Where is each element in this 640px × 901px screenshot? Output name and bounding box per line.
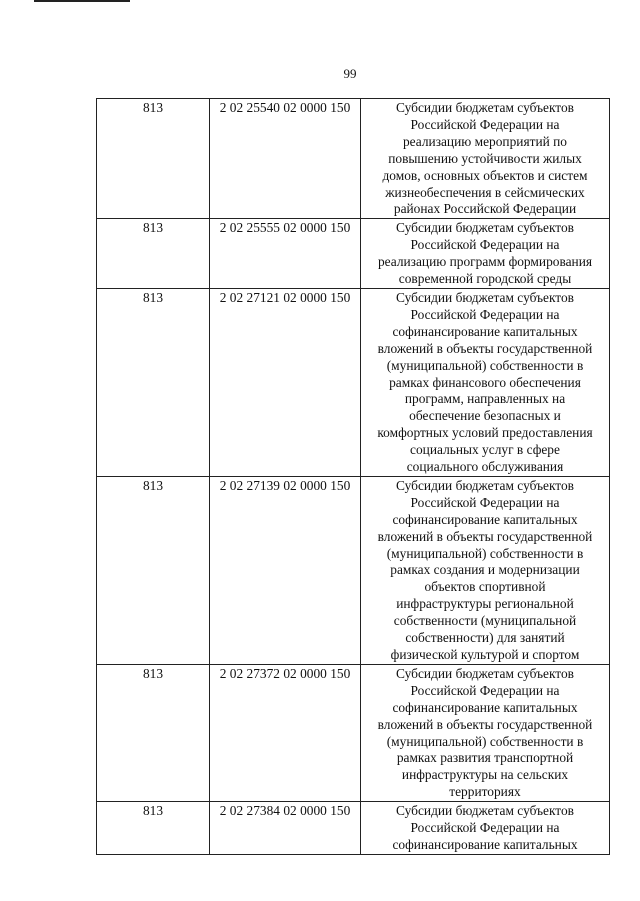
- admin-code: 813: [142, 220, 164, 236]
- income-name: [361, 477, 609, 664]
- income-name-line: Российской Федерации на: [410, 237, 560, 253]
- income-code: 2 02 25555 02 0000 150: [219, 220, 351, 236]
- income-name-line: (муниципальной) собственности в: [386, 357, 584, 373]
- income-code-cell: [210, 664, 361, 801]
- income-name-line: рамках развития транспортной: [396, 750, 574, 766]
- header-rule: [34, 0, 130, 2]
- income-name-line: современной городской среды: [398, 271, 572, 287]
- income-name-line: социального обслуживания: [406, 459, 564, 475]
- admin-code: 813: [142, 803, 164, 819]
- income-name-line: рамках создания и модернизации: [390, 562, 580, 578]
- income-name-line: Субсидии бюджетам субъектов: [396, 803, 574, 819]
- income-name-line: жизнеобеспечения в сейсмических: [385, 184, 585, 200]
- income-name-cell: [361, 802, 610, 855]
- table-row: [97, 288, 610, 476]
- income-name-line: вложений в объекты государственной: [377, 716, 593, 732]
- admin-code-cell: [97, 664, 210, 801]
- admin-code-cell: [97, 476, 210, 664]
- income-name: [361, 219, 609, 288]
- table-row: [97, 99, 610, 219]
- income-name: [361, 289, 609, 476]
- income-name-line: Российской Федерации на: [410, 494, 560, 510]
- income-name-cell: [361, 99, 610, 219]
- income-name-line: вложений в объекты государственной: [377, 528, 593, 544]
- income-code: 2 02 27139 02 0000 150: [219, 477, 351, 493]
- income-name-line: (муниципальной) собственности в: [386, 545, 584, 561]
- income-name-line: реализацию программ формирования: [377, 254, 593, 270]
- income-name-cell: [361, 476, 610, 664]
- income-name-cell: [361, 288, 610, 476]
- admin-code: 813: [142, 100, 164, 115]
- income-name-line: софинансирование капитальных: [392, 511, 578, 527]
- income-code: 2 02 27121 02 0000 150: [219, 289, 351, 305]
- income-code: 2 02 27384 02 0000 150: [219, 803, 351, 819]
- income-name-line: обеспечение безопасных и: [409, 408, 561, 424]
- income-name-line: Российской Федерации на: [410, 306, 560, 322]
- income-name-line: софинансирование капитальных: [392, 836, 578, 852]
- admin-code-cell: [97, 219, 210, 289]
- table-body: [97, 99, 610, 855]
- income-name: [361, 802, 609, 854]
- admin-code-cell: [97, 802, 210, 855]
- table-row: [97, 664, 610, 801]
- page-number: 99: [343, 66, 357, 81]
- income-name: [361, 99, 609, 218]
- income-name-line: софинансирование капитальных: [392, 699, 578, 715]
- income-name-line: рамках финансового обеспечения: [389, 374, 581, 390]
- income-name-line: инфраструктуры региональной: [396, 596, 574, 612]
- income-name: [361, 665, 609, 801]
- income-name-line: территориях: [449, 784, 521, 800]
- income-name-line: Субсидии бюджетам субъектов: [396, 220, 574, 236]
- admin-code-cell: [97, 288, 210, 476]
- income-name-line: Субсидии бюджетам субъектов: [396, 289, 574, 305]
- income-name-line: Субсидии бюджетам субъектов: [396, 477, 574, 493]
- income-name-line: объектов спортивной: [424, 579, 546, 595]
- income-code-cell: [210, 802, 361, 855]
- income-name-line: софинансирование капитальных: [392, 323, 578, 339]
- table-row: [97, 802, 610, 855]
- income-name-line: программ, направленных на: [404, 391, 566, 407]
- income-name-line: (муниципальной) собственности в: [386, 733, 584, 749]
- income-code: 2 02 27372 02 0000 150: [219, 665, 351, 681]
- income-name-line: Российской Федерации на: [410, 682, 560, 698]
- income-name-line: вложений в объекты государственной: [377, 340, 593, 356]
- income-name-cell: [361, 664, 610, 801]
- income-code-cell: [210, 99, 361, 219]
- income-name-line: комфортных условий предоставления: [377, 425, 593, 441]
- income-name-line: Субсидии бюджетам субъектов: [396, 665, 574, 681]
- income-name-line: реализацию мероприятий по: [402, 133, 568, 149]
- income-name-line: собственности (муниципальной: [393, 613, 577, 629]
- income-code-cell: [210, 476, 361, 664]
- income-name-line: Российской Федерации на: [410, 116, 560, 132]
- income-name-line: социальных услуг в сфере: [410, 442, 560, 458]
- admin-code: 813: [142, 665, 164, 681]
- income-code: 2 02 25540 02 0000 150: [219, 100, 351, 115]
- table-row: [97, 476, 610, 664]
- income-code-cell: [210, 288, 361, 476]
- income-name-line: районах Российской Федерации: [393, 201, 577, 217]
- budget-classification-table: [96, 98, 610, 855]
- admin-code: 813: [142, 289, 164, 305]
- income-name-line: инфраструктуры на сельских: [401, 767, 569, 783]
- income-name-line: домов, основных объектов и систем: [382, 167, 588, 183]
- income-name-cell: [361, 219, 610, 289]
- income-name-line: физической культурой и спортом: [390, 647, 580, 662]
- admin-code-cell: [97, 99, 210, 219]
- table-row: [97, 219, 610, 289]
- income-code-cell: [210, 219, 361, 289]
- admin-code: 813: [142, 477, 164, 493]
- income-name-line: Российской Федерации на: [410, 820, 560, 836]
- income-name-line: собственности) для занятий: [405, 630, 565, 646]
- income-name-line: повышению устойчивости жилых: [388, 150, 582, 166]
- income-name-line: Субсидии бюджетам субъектов: [396, 100, 574, 115]
